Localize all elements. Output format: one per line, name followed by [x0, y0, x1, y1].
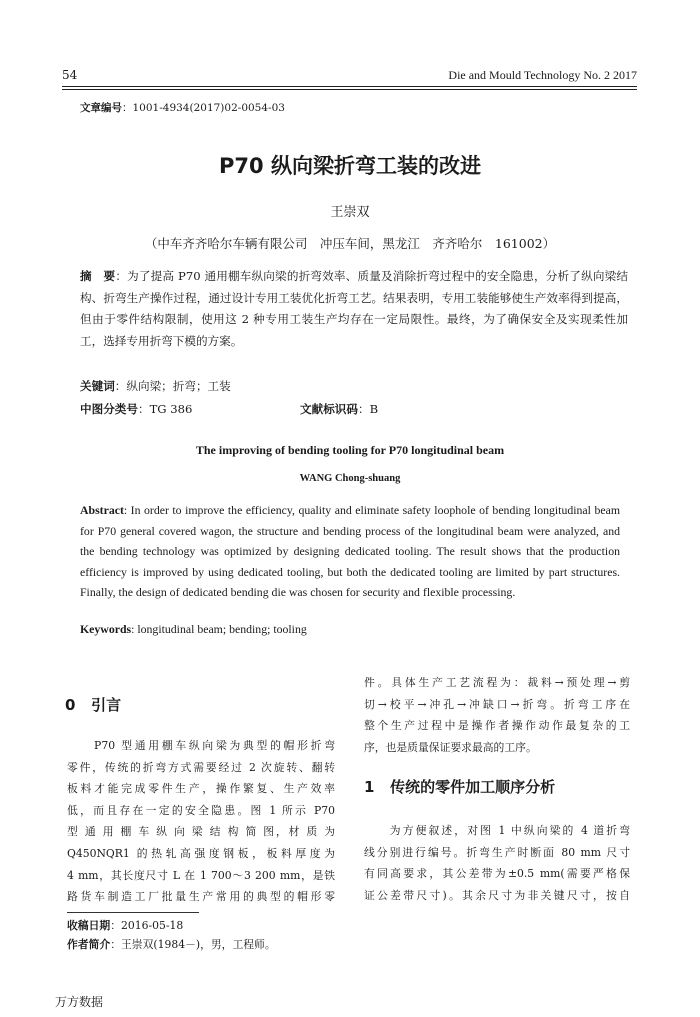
doc-code-label: 文献标识码: [300, 402, 358, 416]
author-bio-value: ：王崇双(1984－)，男，工程师。: [110, 938, 276, 951]
body-line: 线分别进行编号。折弯生产时断面 80 mm 尺寸: [364, 845, 630, 859]
abstract-cn-label: 摘 要: [80, 269, 116, 283]
right-column-continued: [364, 672, 630, 758]
article-serial-value: ：1001-4934(2017)02-0054-03: [122, 102, 285, 114]
body-line: Q450NQR1 的热轧高强度钢板，板料厚度为: [67, 846, 335, 860]
paper-title-en: The improving of bending tooling for P70 longitudinal beam: [195, 443, 505, 457]
article-serial-label: 文章编号: [80, 102, 122, 114]
body-line: 路货车制造工厂批量生产常用的典型的帽形零: [67, 890, 335, 904]
clc-label: 中图分类号: [80, 402, 138, 416]
article-serial: [80, 100, 285, 115]
body-line: 整个生产过程中是操作者操作动作最复杂的工: [364, 719, 630, 733]
section-1-title: 传统的零件加工顺序分析: [390, 778, 556, 796]
section-0-body: [67, 735, 335, 908]
paper-title: P70 纵向梁折弯工装的改进: [219, 154, 481, 178]
keywords-cn-value: ：纵向梁；折弯；工装: [114, 379, 231, 393]
keywords-cn-label: 关键词: [80, 379, 115, 393]
section-1-body: [364, 820, 630, 906]
keywords-cn: [80, 378, 231, 394]
abstract-cn-text: ：为了提高 P70 通用棚车纵向梁的折弯效率、质量及消除折弯过程中的安全隐患，分析了纵向梁结构、折弯生产操作过程，通过设计专用工装优化折弯工艺。结果表明，专用工装能够使生产效率得到提高，但由于零件结构限制，使用这 2 种专用工装生产均存在一定局限性。最终，为了确保安全及实现柔性加工，选择专用折弯下模的方案。: [80, 269, 628, 348]
body-line: P70 型通用棚车纵向梁为典型的帽形折弯: [67, 739, 335, 752]
body-line: 板料才能完成零件生产，操作繁复、生产效率: [67, 782, 335, 796]
header-rule: [62, 86, 637, 87]
body-line: 有同高要求，其公差带为±0.5 mm(需要严格保: [364, 867, 630, 881]
body-line: 为方便叙述，对图 1 中纵向梁的 4 道折弯: [364, 824, 630, 837]
footnote-rule: [67, 912, 199, 913]
watermark-text: 万方数据: [55, 995, 104, 1009]
body-line: 切→校平→冲孔→冲缺口→折弯。折弯工序在: [364, 697, 630, 711]
body-line: 证公差带尺寸)。其余尺寸为非关键尺寸，按自: [364, 888, 630, 902]
header-rule-double: [62, 89, 637, 90]
journal-header: Die and Mould Technology No. 2 2017: [448, 68, 637, 82]
doc-code-value: ：B: [357, 402, 379, 416]
abstract-en-text: : In order to improve the efficiency, quality and eliminate safety loophole of bending longitudinal beam for P70 general covered wagon, the structure and bending process of the longitudinal beam were analyzed, and the bending technology was optimized by designing dedicated tooling. The result shows that the production efficiency is improved by using dedicated tooling, but both the dedicated tooling are limited by part structures. Finally, the design of dedicated bending die was chosen for security and flexible processing.: [80, 503, 620, 599]
abstract-en: [80, 500, 620, 603]
footnote-author: [67, 937, 276, 952]
received-value: ：2016-05-18: [110, 919, 184, 932]
author-name-en: WANG Chong-shuang: [299, 473, 401, 484]
section-1-heading: [364, 776, 555, 797]
body-line: 型 通 用 棚 车 纵 向 梁 结 构 简 图，材 质 为: [67, 825, 335, 839]
section-0-title: 引言: [91, 696, 122, 714]
author-bio-label: 作者简介: [67, 938, 111, 951]
received-label: 收稿日期: [67, 919, 111, 932]
classification-line: [80, 401, 600, 417]
keywords-en-value: : longitudinal beam; bending; tooling: [131, 622, 307, 636]
body-line: 4 mm，其长度尺寸 L 在 1 700～3 200 mm，是铁: [67, 868, 335, 882]
footnote-received: [67, 918, 183, 933]
keywords-en-label: Keywords: [80, 622, 132, 636]
body-line: 低，而且存在一定的安全隐患。图 1 所示 P70: [67, 803, 335, 817]
author-name: 王崇双: [330, 205, 370, 220]
body-line: 序，也是质量保证要求最高的工序。: [364, 740, 537, 754]
section-1-number: 1: [364, 778, 375, 796]
body-line: 零件，传统的折弯方式需要经过 2 次旋转、翻转: [67, 760, 335, 774]
body-line: 件。具体生产工艺流程为：裁料→预处理→剪: [364, 676, 630, 689]
keywords-en: [80, 622, 307, 637]
abstract-cn: [80, 266, 628, 352]
section-0-number: 0: [65, 696, 76, 714]
affiliation: （中车齐齐哈尔车辆有限公司 冲压车间，黑龙江 齐齐哈尔 161002）: [144, 236, 556, 251]
abstract-en-label: Abstract: [80, 503, 124, 517]
clc-value: ：TG 386: [137, 402, 193, 416]
page-number: 54: [62, 68, 78, 82]
section-0-heading: [65, 694, 121, 715]
